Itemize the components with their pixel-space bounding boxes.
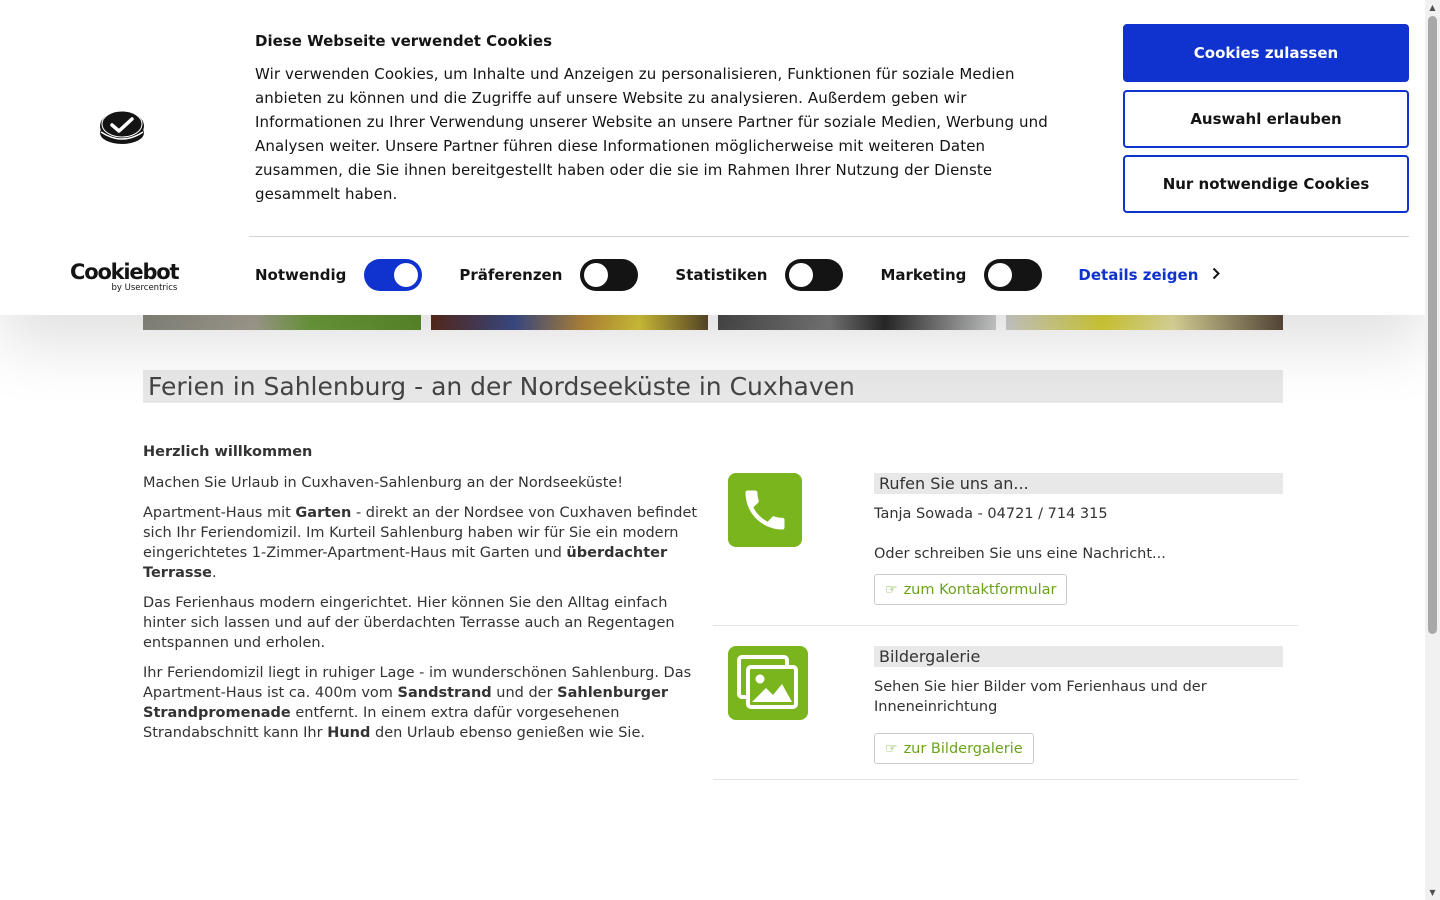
toggle-preferences bbox=[459, 259, 638, 291]
contact-message: Oder schreiben Sie uns eine Nachricht... bbox=[874, 546, 1166, 562]
contact-phone: Tanja Sowada - 04721 / 714 315 bbox=[874, 506, 1108, 522]
cookie-banner-text: Wir verwenden Cookies, um Inhalte und Anzeigen zu personalisieren, Funktionen für soziale Medien anbieten zu können und die Zugriffe auf unsere Website zu analysieren. Außerdem geben wir Informationen zu Ihrer Verwendung unserer Website an unsere Partner für soziale Medien, Werbung und Analysen weiter. Unsere Partner führen diese Informationen möglicherweise mit weiteren Daten zusammen, die Sie ihnen bereitgestellt haben oder die sie im Rahmen Ihrer Nutzung der Dienste gesammelt haben. bbox=[255, 65, 1048, 203]
gallery-button-label: zur Bildergalerie bbox=[903, 740, 1023, 757]
contact-form-button[interactable] bbox=[874, 574, 1067, 605]
page-title: Ferien in Sahlenburg - an der Nordseeküste in Cuxhaven bbox=[143, 370, 1283, 403]
chevron-right-icon bbox=[1212, 266, 1220, 284]
toggle-label: Präferenzen bbox=[459, 266, 563, 284]
cookie-banner-title: Diese Webseite verwendet Cookies bbox=[255, 32, 553, 50]
allow-all-cookies-button[interactable]: Cookies zulassen bbox=[1123, 24, 1409, 82]
show-details-label: Details zeigen bbox=[1078, 266, 1199, 284]
gallery-button[interactable] bbox=[874, 733, 1034, 764]
statistics-switch[interactable] bbox=[785, 259, 843, 291]
hand-pointer-icon: ☞ bbox=[885, 740, 898, 757]
gallery-block bbox=[713, 626, 1298, 780]
gallery-text: Sehen Sie hier Bilder vom Ferienhaus und der Inneneinrichtung bbox=[874, 679, 1207, 715]
toggle-marketing bbox=[880, 259, 1042, 291]
switch-knob bbox=[584, 263, 608, 287]
show-details-link[interactable] bbox=[1078, 266, 1220, 284]
scroll-down-icon[interactable]: ▼ bbox=[1429, 888, 1436, 897]
toggle-label: Notwendig bbox=[255, 266, 347, 284]
call-content bbox=[874, 473, 1283, 605]
scrollbar-thumb[interactable] bbox=[1428, 16, 1437, 634]
welcome-heading: Herzlich willkommen bbox=[143, 444, 313, 460]
gallery-heading: Bildergalerie bbox=[874, 646, 1283, 667]
switch-knob bbox=[988, 263, 1012, 287]
image-gallery-icon bbox=[728, 646, 808, 720]
call-block bbox=[713, 455, 1298, 626]
hand-pointer-icon: ☞ bbox=[885, 581, 898, 598]
cookie-banner-divider bbox=[249, 236, 1409, 237]
preferences-switch[interactable] bbox=[580, 259, 638, 291]
gallery-content bbox=[874, 646, 1283, 764]
cookiebot-brand[interactable] bbox=[70, 261, 178, 293]
phone-icon bbox=[728, 473, 802, 547]
toggle-statistics bbox=[675, 259, 843, 291]
necessary-cookies-only-button[interactable]: Nur notwendige Cookies bbox=[1123, 155, 1409, 213]
welcome-paragraph: Apartment-Haus mit Garten - direkt an der Nordsee von Cuxhaven befindet sich Ihr Feriendomizil. Im Kurteil Sahlenburg haben wir für Sie ein modern eingerichtetes 1-Zimmer-Apartment-Haus mit Garten und überdachter Terrasse. bbox=[143, 505, 698, 581]
toggle-label: Statistiken bbox=[675, 266, 768, 284]
toggle-necessary bbox=[255, 259, 422, 291]
cookie-category-toggles bbox=[255, 258, 1220, 292]
allow-selection-button[interactable]: Auswahl erlauben bbox=[1123, 90, 1409, 148]
welcome-section bbox=[143, 441, 701, 753]
contact-form-button-label: zum Kontaktformular bbox=[903, 581, 1057, 598]
cookiebot-logo-icon bbox=[99, 108, 145, 150]
switch-knob bbox=[789, 263, 813, 287]
vertical-scrollbar[interactable] bbox=[1425, 0, 1440, 900]
cookiebot-brand-sub: by Usercentrics bbox=[111, 283, 178, 293]
necessary-switch[interactable] bbox=[364, 259, 422, 291]
welcome-paragraph: Machen Sie Urlaub in Cuxhaven-Sahlenburg an der Nordseeküste! bbox=[143, 475, 624, 491]
cookiebot-brand-name: Cookiebot bbox=[70, 260, 179, 284]
switch-knob bbox=[394, 263, 418, 287]
marketing-switch[interactable] bbox=[984, 259, 1042, 291]
call-heading: Rufen Sie uns an... bbox=[874, 473, 1283, 494]
scroll-up-icon[interactable]: ▲ bbox=[1429, 3, 1436, 12]
welcome-paragraph: Das Ferienhaus modern eingerichtet. Hier können Sie den Alltag einfach hinter sich lassen und auf der überdachten Terrasse auch an Regentagen entspannen und erholen. bbox=[143, 595, 675, 651]
cookie-consent-banner bbox=[0, 0, 1425, 315]
toggle-label: Marketing bbox=[880, 266, 967, 284]
sidebar-info bbox=[713, 455, 1298, 780]
welcome-paragraph: Ihr Feriendomizil liegt in ruhiger Lage - im wunderschönen Sahlenburg. Das Apartment-Haus ist ca. 400m vom Sandstrand und der Sahlenburger Strandpromenade entfernt. In einem extra dafür vorgesehenen Strandabschnitt kann Ihr Hund den Urlaub ebenso genießen wie Sie. bbox=[143, 665, 692, 741]
